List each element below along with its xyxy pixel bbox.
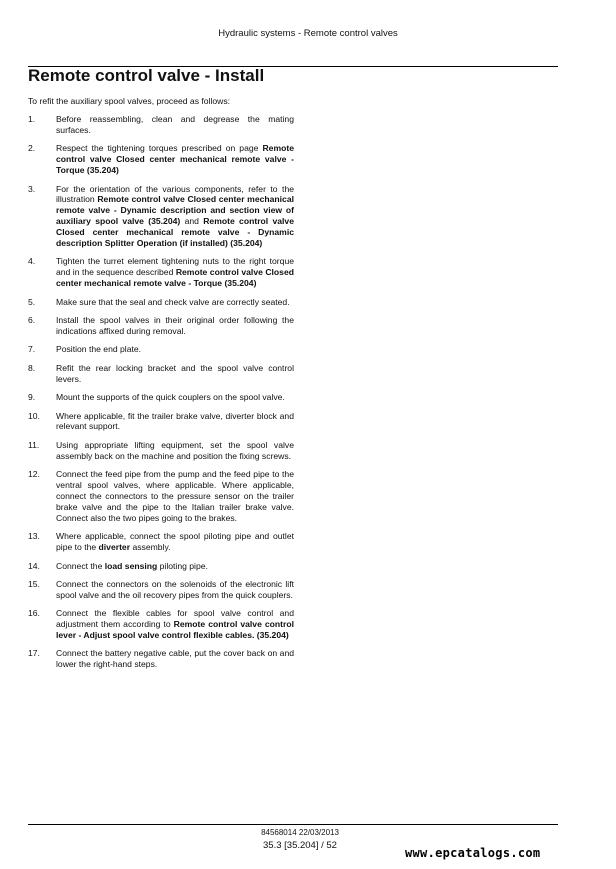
step-text <box>56 344 294 355</box>
step-number: 16. <box>28 608 40 619</box>
step-item <box>28 561 294 572</box>
step-item <box>28 411 294 433</box>
step-item <box>28 184 294 249</box>
step-item <box>28 469 294 524</box>
step-reference: Remote control valve Closed center mechanical remote valve - Dynamic description Splitter Operation (if installed) (35.204) <box>56 216 294 249</box>
step-item <box>28 392 294 403</box>
step-text-run: Make sure that the seal and check valve are correctly seated. <box>56 296 290 307</box>
step-text-run: Connect the battery negative cable, put the cover back on and lower the right-hand steps. <box>56 648 294 670</box>
step-text-run: Using appropriate lifting equipment, set the spool valve assembly back on the machine and position the fixing screws. <box>56 439 294 461</box>
step-number: 9. <box>28 392 36 403</box>
step-text-run: piloting pipe. <box>157 560 208 571</box>
step-number: 14. <box>28 560 40 571</box>
step-number: 3. <box>28 183 36 194</box>
step-reference: Remote control valve Closed center mechanical remote valve - Dynamic description and section view of auxiliary spool valve (35.204) <box>56 194 294 227</box>
step-text <box>56 531 294 553</box>
step-item <box>28 608 294 641</box>
step-text-run: Connect the flexible cables for spool valve control and adjustment them according to <box>56 608 294 630</box>
step-text-run: Before reassembling, clean and degrease the mating surfaces. <box>56 114 294 135</box>
step-text <box>56 440 294 462</box>
step-text <box>56 256 294 289</box>
step-item <box>28 344 294 355</box>
step-item <box>28 579 294 601</box>
step-text-run: Install the spool valves in their original order following the indications affixed during removal. <box>56 315 294 336</box>
intro-text: To refit the auxiliary spool valves, proceed as follows: <box>28 96 231 106</box>
step-number: 6. <box>28 315 36 326</box>
step-text-run: Position the end plate. <box>56 344 142 355</box>
step-item <box>28 315 294 337</box>
document-id: 84568014 22/03/2013 <box>261 828 339 837</box>
step-number: 12. <box>28 469 40 480</box>
step-number: 11. <box>28 439 40 450</box>
step-number: 10. <box>28 410 40 421</box>
step-number: 7. <box>28 344 36 355</box>
step-text-run: Refit the rear locking bracket and the spool valve control levers. <box>56 362 294 384</box>
step-text <box>56 469 294 524</box>
step-number: 17. <box>28 648 40 659</box>
steps-list <box>28 114 294 678</box>
step-text-run: Respect the tightening torques prescribed on page <box>56 143 263 154</box>
step-text <box>56 363 294 385</box>
step-text <box>56 297 294 308</box>
section-title: Remote control valve - Install <box>28 66 265 85</box>
step-text <box>56 143 294 176</box>
step-text <box>56 392 294 403</box>
step-text-run: Mount the supports of the quick couplers on the spool valve. <box>56 392 285 403</box>
step-number: 2. <box>28 143 36 154</box>
step-item <box>28 256 294 289</box>
step-text <box>56 608 294 641</box>
step-item <box>28 648 294 670</box>
step-item <box>28 531 294 553</box>
step-text <box>56 561 294 572</box>
running-header: Hydraulic systems - Remote control valves <box>218 28 398 39</box>
step-text-run: Connect the feed pipe from the pump and the feed pipe to the ventral spool valves, where applicable. Where applicable, connect the connectors to the pressure sensor on the trailer brake valve and the pipe to the Italian trailer brake valve. Connect also the two pipes going to the brakes. <box>56 469 294 523</box>
footer-rule <box>28 824 558 825</box>
step-reference: load sensing <box>104 560 158 571</box>
step-text-run: Where applicable, connect the spool piloting pipe and outlet pipe to the <box>56 531 294 553</box>
step-text-run: Where applicable, fit the trailer brake valve, diverter block and relevant support. <box>56 410 294 432</box>
step-item <box>28 363 294 385</box>
page-number: 35.3 [35.204] / 52 <box>263 840 337 851</box>
step-text-run: Connect the connectors on the solenoids of the electronic lift spool valve and the oil recovery pipes from the quick couplers. <box>56 578 294 600</box>
step-text-run: assembly. <box>130 542 171 553</box>
step-text <box>56 648 294 670</box>
step-reference: Remote control valve Closed center mechanical remote valve - Torque (35.204) <box>56 267 294 289</box>
step-number: 1. <box>28 114 36 124</box>
watermark: www.epcatalogs.com <box>405 846 541 860</box>
step-reference: Remote control valve control lever - Adjust spool valve control flexible cables. (35.204) <box>56 619 295 641</box>
step-item <box>28 143 294 176</box>
step-text-run: For the orientation of the various components, refer to the illustration <box>56 183 294 205</box>
step-item <box>28 440 294 462</box>
step-number: 8. <box>28 362 36 373</box>
step-text-run: and <box>180 216 204 227</box>
step-number: 5. <box>28 296 36 307</box>
step-text <box>56 315 294 337</box>
step-reference: Remote control valve Closed center mechanical remote valve - Torque (35.204) <box>56 143 294 176</box>
step-item <box>28 114 294 136</box>
step-text <box>56 579 294 601</box>
step-text-run: Connect the <box>56 560 105 571</box>
step-text <box>56 411 294 433</box>
step-text-run: Tighten the turret element tightening nuts to the right torque and in the sequence described <box>56 256 294 278</box>
step-text <box>56 184 294 249</box>
step-text <box>56 114 294 136</box>
step-number: 15. <box>28 578 40 589</box>
step-item <box>28 297 294 308</box>
step-number: 4. <box>28 256 36 267</box>
step-reference: diverter <box>98 542 131 553</box>
step-number: 13. <box>28 531 40 542</box>
